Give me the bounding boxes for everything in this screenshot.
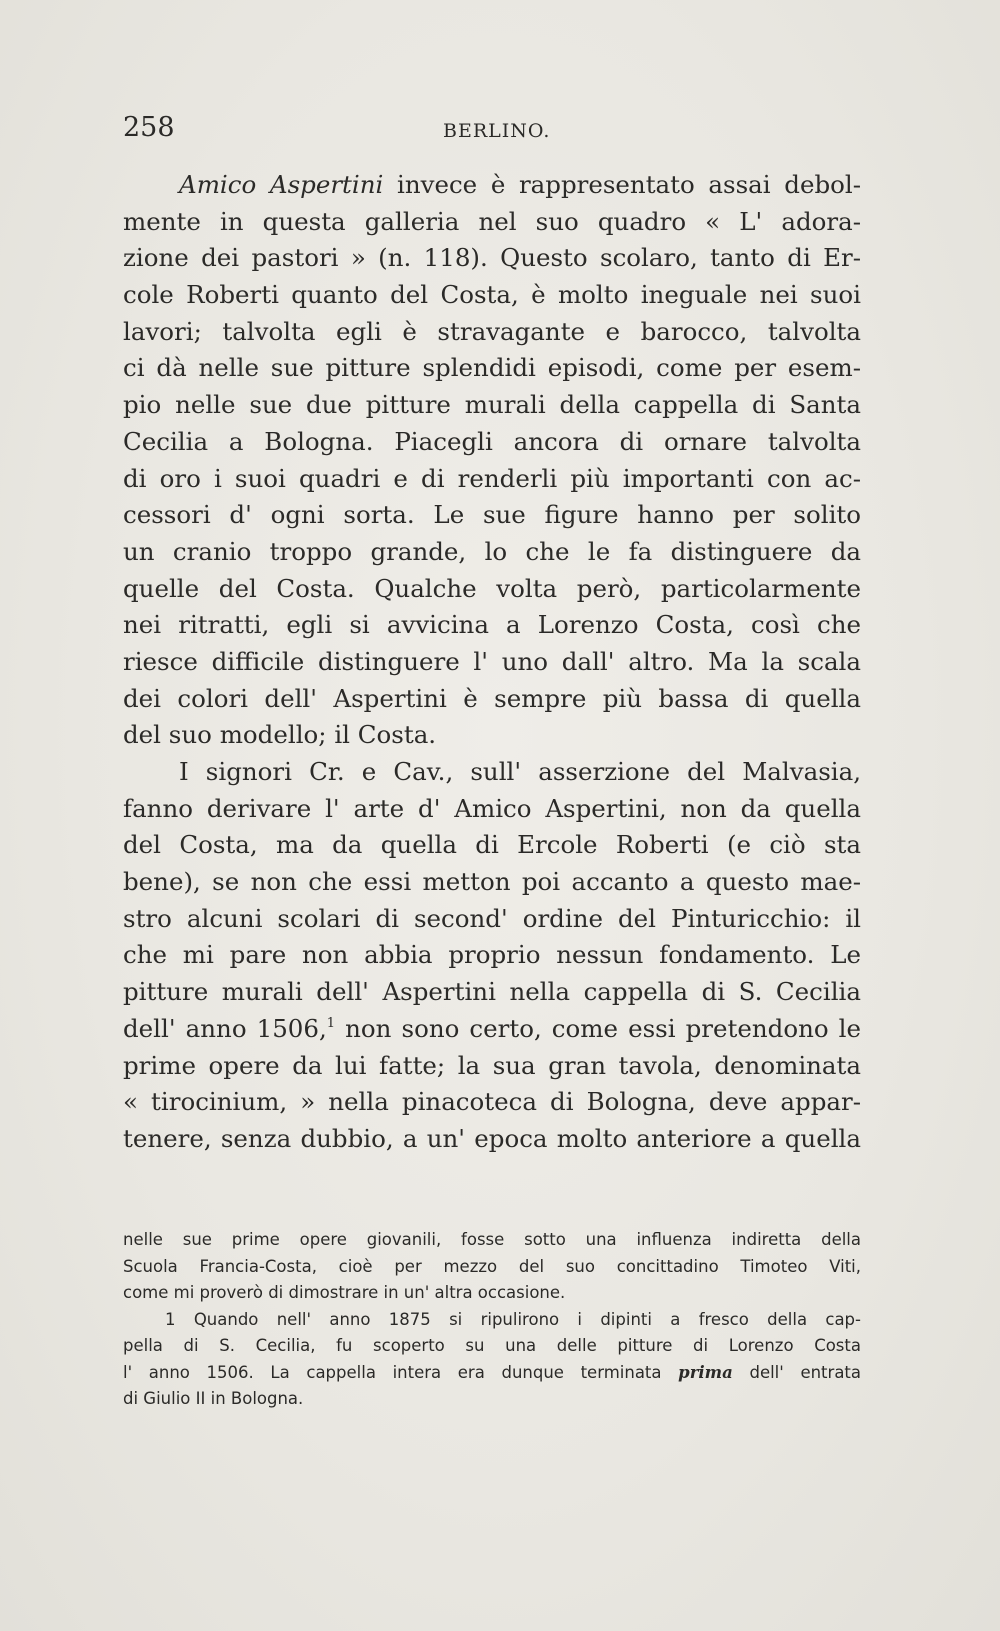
text-line: mente in questa galleria nel suo quadro « L' adora- <box>123 206 861 236</box>
text-line: pitture murali dell' Aspertini nella cappella di S. Cecilia <box>123 977 861 1007</box>
footnote-marker: 1 <box>165 1309 176 1329</box>
paragraph-1 <box>123 167 861 754</box>
footnote-line: nelle sue prime opere giovanili, fosse sotto una influenza indiretta della <box>123 1230 861 1249</box>
text-line: che mi pare non abbia proprio nessun fondamento. Le <box>123 940 861 970</box>
text-line: « tirocinium, » nella pinacoteca di Bologna, deve appar- <box>123 1087 861 1117</box>
text-line: prime opere da lui fatte; la sua gran tavola, denominata <box>123 1050 861 1080</box>
text-line: bene), se non che essi metton poi accanto a questo mae- <box>123 867 861 897</box>
footnote-1 <box>123 1307 861 1413</box>
text-line: quelle del Costa. Qualche volta però, particolarmente <box>123 573 861 603</box>
text-line: lavori; talvolta egli è stravagante e barocco, talvolta <box>123 316 861 346</box>
text-line: di oro i suoi quadri e di renderli più importanti con ac- <box>123 463 861 493</box>
page-header <box>123 112 863 152</box>
text-line: cessori d' ogni sorta. Le sue figure hanno per solito <box>123 500 861 530</box>
text-line: fanno derivare l' arte d' Amico Aspertini, non da quella <box>123 793 861 823</box>
text-line: dell' anno 1506,$^1$ non sono certo, come essi pretendono le <box>123 1013 861 1043</box>
text-line: Amico Aspertini invece è rappresentato assai debol- <box>179 170 861 199</box>
main-text <box>123 167 861 1158</box>
footnote-continuation <box>123 1227 861 1307</box>
text-line: un cranio troppo grande, lo che le fa distinguere da <box>123 536 861 566</box>
footnote-line: 1 Quando nell' anno 1875 si ripulirono i dipinti a fresco della cap- <box>165 1309 861 1329</box>
emphasis: prima <box>678 1362 733 1382</box>
text-line: cole Roberti quanto del Costa, è molto ineguale nei suoi <box>123 280 861 310</box>
text-line: ci dà nelle sue pitture splendidi episodi, come per esem- <box>123 353 861 383</box>
text-line: dei colori dell' Aspertini è sempre più bassa di quella <box>123 683 861 713</box>
footnote-line: come mi proverò di dimostrare in un' altra occasione. <box>123 1283 566 1302</box>
footnote-line: Scuola Francia-Costa, cioè per mezzo del suo concittadino Timoteo Viti, <box>123 1256 861 1276</box>
text-line: pio nelle sue due pitture murali della cappella di Santa <box>123 390 861 420</box>
running-head: BERLINO. <box>443 120 551 142</box>
text-line: Cecilia a Bologna. Piacegli ancora di ornare talvolta <box>123 426 861 456</box>
footnote-line: di Giulio II in Bologna. <box>123 1389 304 1408</box>
text-line: del suo modello; il Costa. <box>123 720 437 750</box>
footnote-line: l' anno 1506. La cappella intera era dunque terminata prima dell' entrata <box>123 1362 861 1382</box>
paragraph-2 <box>123 754 861 1158</box>
text-line: I signori Cr. e Cav., sull' asserzione del Malvasia, <box>179 757 861 786</box>
text-line: del Costa, ma da quella di Ercole Roberti (e ciò sta <box>123 830 861 860</box>
footnote-line: pella di S. Cecilia, fu scoperto su una delle pitture di Lorenzo Costa <box>123 1336 861 1355</box>
text-line: zione dei pastori » (n. 118). Questo scolaro, tanto di Er- <box>123 243 861 273</box>
artist-name: Amico Aspertini <box>179 170 384 199</box>
text-line: tenere, senza dubbio, a un' epoca molto anteriore a quella <box>123 1123 861 1153</box>
footnote-reference[interactable]: 1 <box>326 1015 336 1031</box>
footnotes <box>123 1227 861 1413</box>
text-line: riesce difficile distinguere l' uno dall' altro. Ma la scala <box>123 646 861 676</box>
text-line: stro alcuni scolari di second' ordine del Pinturicchio: il <box>123 903 861 933</box>
page-number: 258 <box>123 112 175 143</box>
text-line: nei ritratti, egli si avvicina a Lorenzo Costa, così che <box>123 610 861 640</box>
